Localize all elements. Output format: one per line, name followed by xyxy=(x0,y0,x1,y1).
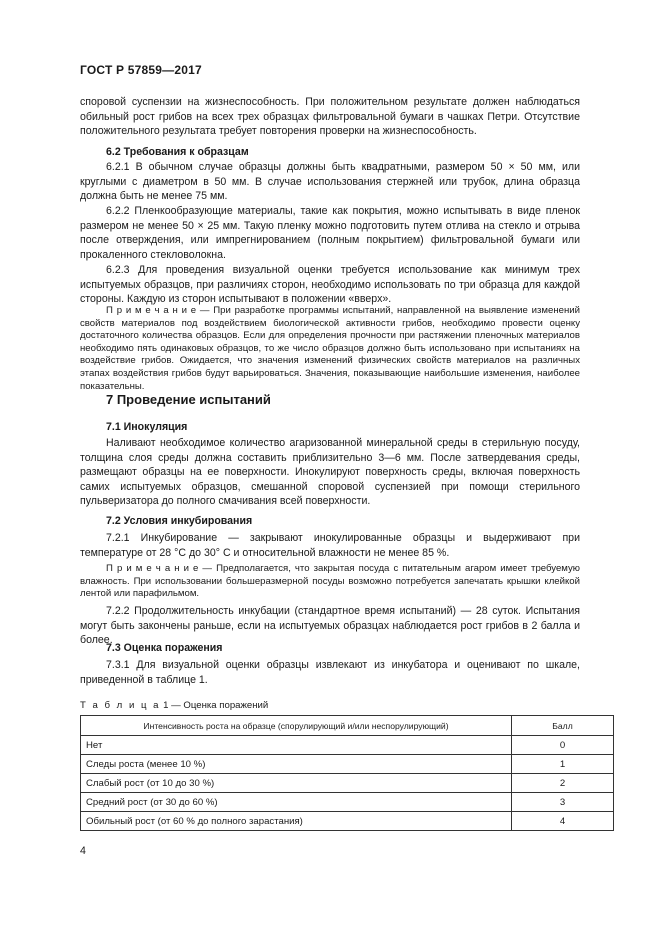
damage-rating-table xyxy=(80,715,614,831)
section-heading-7: 7 Проведение испытаний xyxy=(106,392,271,407)
table-caption-label: Т а б л и ц а xyxy=(80,700,161,711)
table-cell-score: 3 xyxy=(512,793,614,812)
section-heading-7-2: 7.2 Условия инкубирования xyxy=(106,515,253,527)
note-1-label: П р и м е ч а н и е xyxy=(106,305,197,316)
table-cell-description: Обильный рост (от 60 % до полного зарастания) xyxy=(81,812,512,831)
note-2 xyxy=(80,563,580,601)
table-row xyxy=(81,755,614,774)
paragraph-6-2-3: 6.2.3 Для проведения визуальной оценки требуется использование как минимум трех испытуемых образцов, при различиях сторон, необходимо использовать по три образца для каждой стороны. Каждую из сторон испытывают в положении «вверх». xyxy=(80,264,580,305)
section-heading-7-3: 7.3 Оценка поражения xyxy=(106,642,223,654)
table-row xyxy=(81,793,614,812)
table-cell-score: 4 xyxy=(512,812,614,831)
paragraph-7-1: Наливают необходимое количество агаризованной минеральной среды в стерильную посуду, толщина слоя среды должна составить приблизительно 3—6 мм. После затвердевания среды, размещают образцы на ее поверхности. Инокулируют поверхность среды, включая поверхность самих испытуемых образцов, смешанной споровой суспензией при помощи стерильного пульверизатора до полного смачивания всей поверхности. xyxy=(80,437,580,507)
table-header-row xyxy=(81,716,614,736)
section-heading-6-2: 6.2 Требования к образцам xyxy=(106,146,249,158)
paragraph-7-2-1: 7.2.1 Инкубирование — закрывают инокулированные образцы и выдерживают при температуре от 28 °С до 30° С и относительной влажности не менее 85 %. xyxy=(80,532,580,559)
table-row xyxy=(81,774,614,793)
note-1-text: — При разработке программы испытаний, направленной на выявление изменений свойств материалов под воздействием биологической активности грибов, необходимо провести оценку достаточного количества образцов. Если для определения прочности при растяжении пленочных материалов необходимо пять одинаковых образцов, то же число образцов должно быть использовано при испытаниях на воздействие грибов. Ожидается, что значения изменений физических свойств материалов на различных этапах воздействия грибов будут варьироваться. Значения, показывающие наибольшие изменения, наиболее показательны. xyxy=(80,305,581,392)
table-cell-description: Средний рост (от 30 до 60 %) xyxy=(81,793,512,812)
note-2-text: — Предполагается, что закрытая посуда с питательным агаром имеет требуемую влажность. При использовании большеразмерной посуды возможно потребуется запечатать крышки клейкой лентой или парафильмом. xyxy=(80,563,581,600)
paragraph-viability: споровой суспензии на жизнеспособность. При положительном результате должен наблюдаться обильный рост грибов на всех трех образцах фильтровальной бумаги в чашках Петри. Отсутствие положительного результата требует повторения проверки на жизнеспособность. xyxy=(80,96,580,137)
table-cell-score: 2 xyxy=(512,774,614,793)
paragraph-7-2-2: 7.2.2 Продолжительность инкубации (стандартное время испытаний) — 28 суток. Испытания могут быть закончены раньше, если на испытуемых образцах наблюдается рост грибов в 2 балла и более. xyxy=(80,605,580,646)
paragraph-6-2-1: 6.2.1 В обычном случае образцы должны быть квадратными, размером 50 × 50 мм, или круглыми с диаметром в 50 мм. В случае использования стержней или трубок, длина образца должна быть не менее 75 мм. xyxy=(80,161,580,202)
section-heading-7-1: 7.1 Инокуляция xyxy=(106,421,188,433)
note-1 xyxy=(80,305,580,393)
table-cell-description: Нет xyxy=(81,736,512,755)
table-row xyxy=(81,736,614,755)
table-row xyxy=(81,812,614,831)
table-cell-score: 0 xyxy=(512,736,614,755)
page-number: 4 xyxy=(80,845,86,857)
paragraph-6-2-2: 6.2.2 Пленкообразующие материалы, такие как покрытия, можно испытывать в виде пленок размером не менее 50 × 25 мм. Такую пленку можно подготовить путем отлива на стекло и отрыва после отверждения, или импрегнированием (полным покрытием) фильтровальной бумаги или прокаленного стекловолокна. xyxy=(80,205,580,261)
table-cell-score: 1 xyxy=(512,755,614,774)
column-header-score: Балл xyxy=(512,716,614,736)
table-cell-description: Слабый рост (от 10 до 30 %) xyxy=(81,774,512,793)
paragraph-7-3-1: 7.3.1 Для визуальной оценки образцы извлекают из инкубатора и оценивают по шкале, приведенной в таблице 1. xyxy=(80,659,580,686)
table-caption-text: 1 — Оценка поражений xyxy=(160,700,269,711)
note-2-label: П р и м е ч а н и е xyxy=(106,563,199,574)
table-cell-description: Следы роста (менее 10 %) xyxy=(81,755,512,774)
column-header-intensity: Интенсивность роста на образце (спорулирующий и/или неспорулирующий) xyxy=(81,716,512,736)
standard-header: ГОСТ Р 57859—2017 xyxy=(80,63,202,77)
table-caption xyxy=(80,700,268,711)
